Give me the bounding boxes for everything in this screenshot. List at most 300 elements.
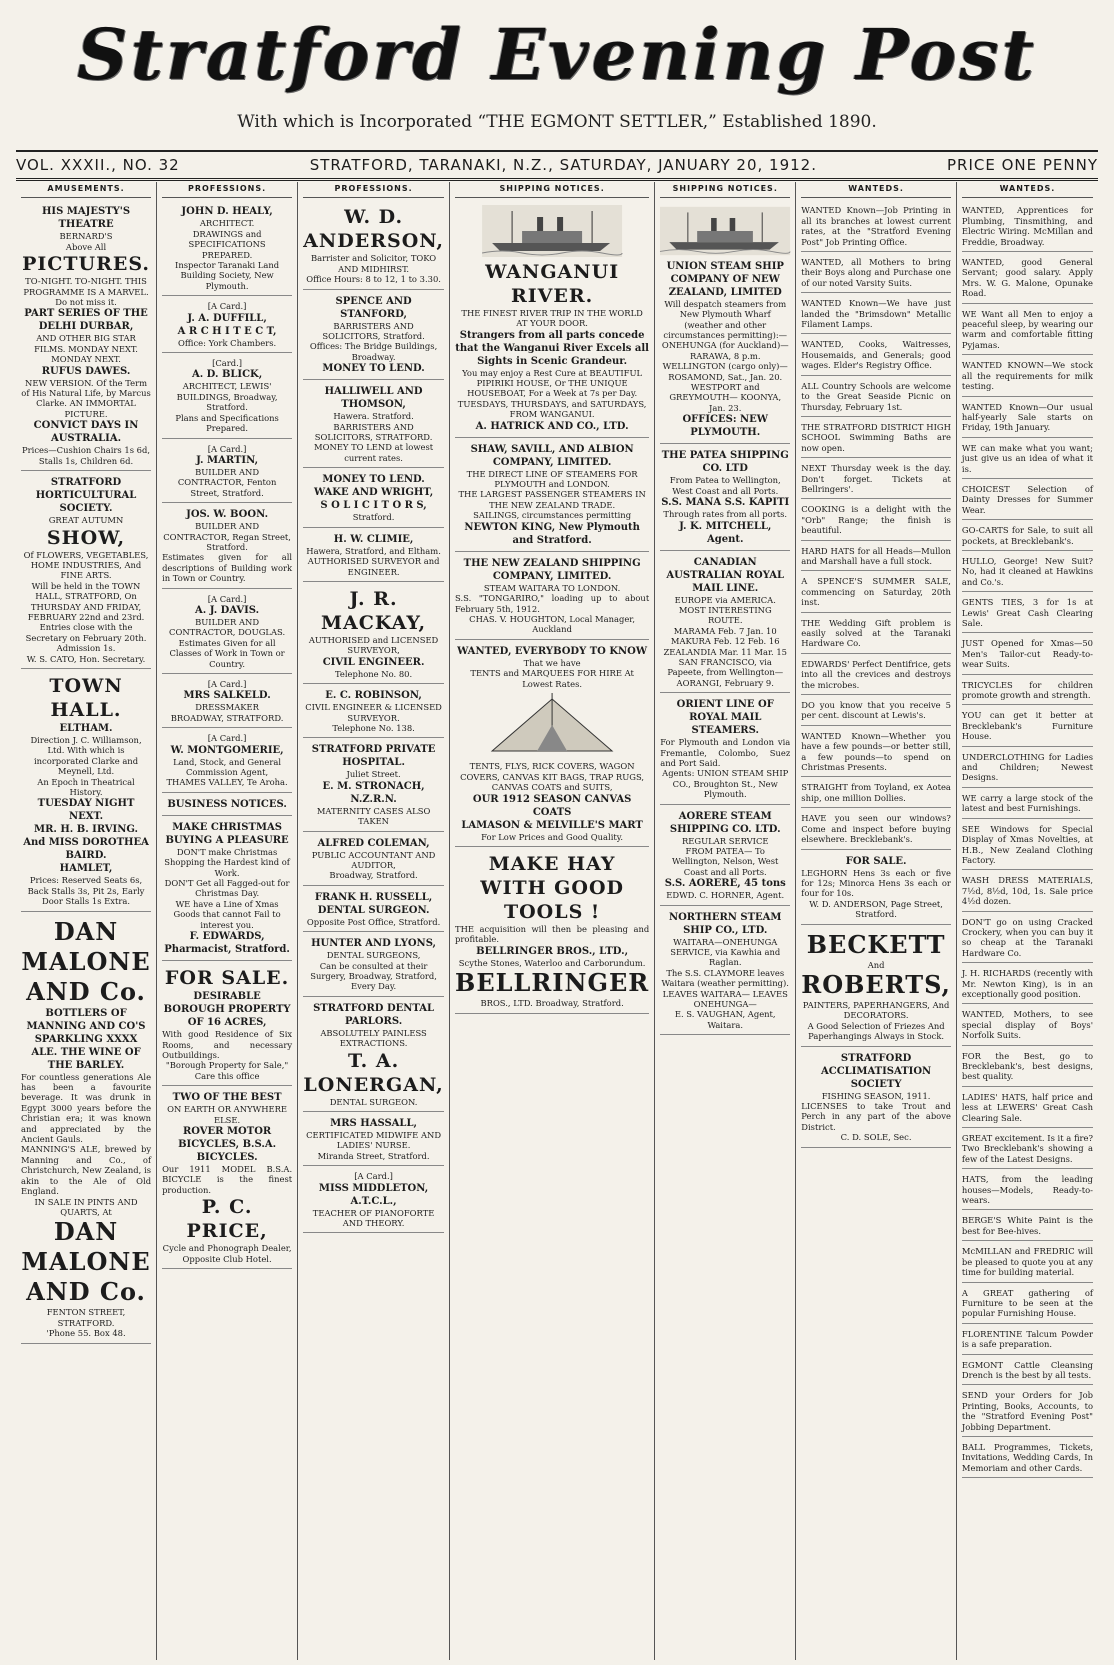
ad-line: EDWD. C. HORNER, Agent. xyxy=(666,890,785,901)
ad-line: S O L I C I T O R S, xyxy=(320,500,427,512)
ad-line: T. A. LONERGAN, xyxy=(303,1049,444,1096)
ad-line: HATS, from the leading houses—Models, Ready-to-wears. xyxy=(961,1174,1093,1206)
ad-line: ROBERTS, xyxy=(801,969,951,999)
advertisement xyxy=(162,298,292,353)
ad-line: DRESSMAKER xyxy=(195,702,259,713)
advertisement xyxy=(801,295,951,334)
ad-line: Scythe Stones, Waterloo and Carborundum. xyxy=(458,957,646,968)
column-heading: AMUSEMENTS. xyxy=(21,184,151,198)
advertisement xyxy=(162,676,292,728)
ad-line: ORIENT LINE OF ROYAL MAIL STEAMERS. xyxy=(676,699,774,737)
ad-line: W. D. ANDERSON, Page Street, Stratford. xyxy=(809,898,943,920)
ad-line: Above All xyxy=(65,241,107,252)
advertisement xyxy=(162,795,292,816)
ad-line: HULLO, George! New Suit? No, had it cleaned at Hawkins and Co.'s. xyxy=(961,555,1093,587)
ad-line: FENTON STREET, STRATFORD. xyxy=(46,1307,126,1328)
ad-line: THE LARGEST PASSENGER STEAMERS IN THE NEW ZEALAND TRADE. xyxy=(458,489,646,510)
advertisement xyxy=(21,473,151,669)
ad-line: From Patea to Wellington, West Coast and all Ports. xyxy=(669,475,781,496)
ad-line: MONEY TO LEND. xyxy=(322,363,425,375)
advertisement xyxy=(962,1357,1093,1386)
ad-line: [A Card.] xyxy=(207,679,247,689)
advertisement xyxy=(801,810,951,849)
ad-line: STRATFORD DENTAL PARLORS. xyxy=(313,1002,435,1027)
ad-line: TENTS, FLYS, RICK COVERS, WAGON COVERS, CANVAS KIT BAGS, TRAP RUGS, CANVAS COATS and SUITS, xyxy=(460,761,645,793)
ad-line: MARAMA Feb. 7 Jan. 10 MAKURA Feb. 12 Feb. 16 ZEALANDIA Mar. 11 Mar. 15 xyxy=(663,625,788,657)
ad-line: UNION STEAM SHIP COMPANY OF NEW ZEALAND, LIMITED xyxy=(666,260,784,298)
ad-line: WAITARA—ONEHUNGA SERVICE, via Kawhia and Raglan. xyxy=(670,936,781,968)
ad-line: PUBLIC ACCOUNTANT AND AUDITOR, xyxy=(311,849,436,870)
ad-line: GENTS TIES, 3 for 1s at Lewis' Great Cash Clearing Sale. xyxy=(961,597,1093,628)
ad-line: Stratford. xyxy=(352,512,395,523)
advertisement xyxy=(303,584,444,684)
column-4 xyxy=(450,182,655,1660)
ad-line: WE carry a large stock of the latest and best Furnishings. xyxy=(961,792,1093,814)
ad-line: ARCHITECT. xyxy=(199,218,255,229)
ad-line: Cycle and Phonograph Dealer, Opposite Club Hotel. xyxy=(162,1243,292,1264)
ad-line: S.S. MANA S.S. KAPITI xyxy=(661,497,790,509)
advertisement xyxy=(801,615,951,654)
advertisement xyxy=(303,686,444,738)
ad-line: Through rates from all ports. xyxy=(663,509,788,520)
ad-line: J. MARTIN, xyxy=(196,454,259,466)
ad-line: YOU can get it better at Brecklebank's Furniture House. xyxy=(961,710,1093,742)
ad-line: A Good Selection of Friezes And Paperhangings Always in Stock. xyxy=(807,1020,945,1042)
advertisement xyxy=(303,292,444,381)
ad-line: A R C H I T E C T, xyxy=(177,325,277,337)
column-heading: SHIPPING NOTICES. xyxy=(660,184,790,198)
ad-line: AORERE STEAM SHIPPING CO. LTD. xyxy=(669,810,781,835)
ad-line: THE DIRECT LINE OF STEAMERS FOR PLYMOUTH and LONDON. xyxy=(466,468,638,490)
ad-line: Entries close with the Secretary on February 20th. Admission 1s. xyxy=(25,622,147,654)
advertisement xyxy=(962,1326,1093,1355)
advertisement xyxy=(303,740,444,831)
column-7 xyxy=(957,182,1098,1660)
advertisement xyxy=(962,914,1093,964)
ad-line: 'Phone 55. Box 48. xyxy=(46,1328,126,1339)
ad-line: MANNING'S ALE, brewed by Manning and Co., of Christchurch, New Zealand, is akin to the Ale of Old England. xyxy=(21,1144,152,1197)
ad-line: FLORENTINE Talcum Powder is a safe preparation. xyxy=(961,1328,1093,1350)
ad-line: THE acquisition will then be pleasing and profitable. xyxy=(455,923,650,945)
ad-line: MAKE CHRISTMAS BUYING A PLEASURE xyxy=(165,821,289,846)
advertisement xyxy=(962,1285,1093,1324)
advertisement xyxy=(21,202,151,471)
ad-line: WELLINGTON (cargo only)— ROSAMOND, Sat., Jan. 20. xyxy=(662,361,788,382)
ad-line: WANTED KNOWN—We stock all the requirements for milk testing. xyxy=(961,360,1093,392)
ad-line: BUILDER AND CONTRACTOR, Regan Street, Stratford. xyxy=(163,521,291,552)
advertisement xyxy=(801,779,951,808)
ad-line: WANTED, Apprentices for Plumbing, Tinsmithing, and Electric Wiring. McMillan and Freddie, Broadway. xyxy=(961,205,1093,247)
ad-line: CONVICT DAYS IN AUSTRALIA. xyxy=(33,420,139,445)
ad-line: NEW VERSION. Of the Term of His Natural Life, by Marcus Clarke. AN IMMORTAL PICTURE. xyxy=(21,377,151,419)
ad-line: WANTED, good General Servant; good salary. Apply Mrs. W. G. Malone, Opunake Road. xyxy=(961,257,1093,299)
ad-line: WANTED Known—Whether you have a few pounds—or better still, a few pounds—to spend on Christmas Presents. xyxy=(801,730,951,773)
advertisement xyxy=(660,553,790,694)
ad-line: DESIRABLE BOROUGH PROPERTY OF 16 ACRES, xyxy=(163,991,291,1029)
ad-line: BELLRINGER BROS., LTD., xyxy=(476,945,629,957)
ad-line: HIS MAJESTY'S THEATRE xyxy=(41,206,131,231)
ad-line: WANTED, all Mothers to bring their Boys along and Purchase one of our noted Varsity Suits. xyxy=(801,257,951,288)
advertisement xyxy=(801,336,951,375)
ad-line: Broadway, Stratford. xyxy=(329,870,418,881)
ad-line: W. S. CATO, Hon. Secretary. xyxy=(26,653,146,664)
advertisement xyxy=(962,594,1093,633)
ad-line: PAINTERS, PAPERHANGERS, And DECORATORS. xyxy=(802,999,950,1021)
advertisement xyxy=(162,591,292,674)
ad-line: MONEY TO LEND at lowest current rates. xyxy=(314,442,434,463)
ad-line: For countless generations Ale has been a favourite beverage. It was drunk in Egypt 3000 years before the Christian era; it was known and appreciated by the Ancient Gauls. xyxy=(21,1071,152,1145)
ad-line: UNDERCLOTHING for Ladies and Children; Newest Designs. xyxy=(961,751,1093,783)
advertisement xyxy=(962,254,1093,304)
advertisement xyxy=(962,1387,1093,1437)
ad-line: [A Card.] xyxy=(207,593,247,604)
advertisement xyxy=(962,677,1093,706)
ad-line: MALONE xyxy=(21,946,151,976)
ad-line: GREAT AUTUMN xyxy=(48,515,124,526)
advertisement xyxy=(801,852,951,925)
ad-line: SEE Windows for Special Display of Xmas Novelties, at H.B., New Zealand Clothing Factory. xyxy=(961,823,1093,865)
newspaper-title: Stratford Evening Post xyxy=(77,13,1037,96)
column-heading: WANTEDS. xyxy=(801,184,951,198)
ad-line: Telephone No. 138. xyxy=(332,722,415,733)
ad-line: WANTED Known—Job Printing in all its branches at lowest current rates, at the "Stratford Evening Post" Job Printing Office. xyxy=(801,205,951,247)
ad-line: E. S. VAUGHAN, Agent, Waitara. xyxy=(674,1009,776,1030)
ad-line: Hawera, Stratford, and Eltham. xyxy=(306,545,441,556)
ad-line: LEAVES WAITARA— LEAVES ONEHUNGA— xyxy=(662,988,788,1010)
steamship-illustration xyxy=(660,205,790,257)
ad-line: Estimates given for all descriptions of Building work in Town or Country. xyxy=(162,552,293,584)
dateline-bar xyxy=(16,150,1098,181)
ad-line: COOKING is a delight with the "Orb" Range; the finish is beautiful. xyxy=(801,504,951,536)
advertisement xyxy=(303,382,444,468)
advertisement xyxy=(455,554,649,640)
ad-line: SAN FRANCISCO, via Papeete, from Wellington— AORANGI, February 9. xyxy=(667,656,784,688)
column-heading: PROFESSIONS. xyxy=(303,184,444,198)
advertisement xyxy=(21,671,151,912)
advertisement xyxy=(962,399,1093,438)
ad-line: E. C. ROBINSON, xyxy=(325,690,422,702)
ad-line: CIVIL ENGINEER & LICENSED SURVEYOR. xyxy=(305,702,442,723)
ad-line: ALFRED COLEMAN, xyxy=(317,837,430,849)
advertisement xyxy=(962,1171,1093,1210)
ad-line: TUESDAYS, THURSDAYS, and SATURDAYS, FROM WANGANUI. xyxy=(457,398,647,420)
ad-line: Office: York Chambers. xyxy=(177,337,277,348)
ad-line: ELTHAM. xyxy=(59,722,113,734)
ad-line: HAVE you seen our windows? Come and inspect before buying elsewhere. Brecklebank's. xyxy=(801,813,951,845)
ad-line: DON'T make Christmas Shopping the Hardest kind of Work. xyxy=(164,846,290,878)
advertisement xyxy=(162,730,292,793)
ad-line: LEGHORN Hens 3s each or five for 12s; Minorca Hens 3s each or four for 10s. xyxy=(801,867,951,899)
advertisement xyxy=(162,202,292,296)
advertisement xyxy=(801,419,951,458)
ad-line: Will be held in the TOWN HALL, STRATFORD, On THURSDAY AND FRIDAY, FEBRUARY 22nd and 23rd. xyxy=(27,580,145,622)
ad-line: NEXT Thursday week is the day. Don't forget. Tickets at Bellringers'. xyxy=(801,463,951,494)
advertisement xyxy=(801,573,951,612)
ad-line: Direction J. C. Williamson, Ltd. With which is incorporated Clarke and Meynell, Ltd. xyxy=(30,734,142,777)
advertisement xyxy=(962,1130,1093,1169)
advertisement xyxy=(303,888,444,932)
ad-line: MRS SALKELD. xyxy=(183,690,271,702)
ad-line: BALL Programmes, Tickets, Invitations, Wedding Cards, In Memoriam and other Cards. xyxy=(961,1441,1093,1473)
column-2 xyxy=(157,182,298,1660)
ad-line: OFFICES: NEW PLYMOUTH. xyxy=(682,414,769,439)
ad-line: Opposite Post Office, Stratford. xyxy=(306,916,441,927)
ad-line: Office Hours: 8 to 12, 1 to 3.30. xyxy=(306,274,441,285)
advertisement xyxy=(962,357,1093,396)
ad-line: Land, Stock, and General Commission Agent, xyxy=(173,756,282,778)
ad-line: A. J. DAVIS. xyxy=(195,604,260,616)
ad-line: A. D. BLICK, xyxy=(191,369,263,381)
advertisement xyxy=(801,1049,951,1148)
advertisement xyxy=(962,749,1093,788)
ad-line: STRATFORD HORTICULTURAL SOCIETY. xyxy=(35,477,137,515)
ad-line: Inspector Taranaki Land Building Society, New Plymouth. xyxy=(175,260,280,291)
advertisement xyxy=(455,642,649,847)
ad-line: AND OTHER BIG STAR FILMS. MONDAY NEXT. MONDAY NEXT. xyxy=(34,333,138,365)
ad-line: THE STRATFORD DISTRICT HIGH SCHOOL Swimming Baths are now open. xyxy=(801,421,951,453)
ad-line: MR. H. B. IRVING. xyxy=(34,824,139,836)
ad-line: THE FINEST RIVER TRIP IN THE WORLD AT YOUR DOOR. xyxy=(461,307,643,329)
ad-line: "Borough Property for Sale," Care this office xyxy=(165,1060,289,1081)
ad-line: W. D. ANDERSON, xyxy=(303,206,445,253)
masthead xyxy=(0,0,1114,148)
advertisement xyxy=(660,446,790,550)
advertisement xyxy=(962,481,1093,520)
ad-line: DENTAL SURGEONS, xyxy=(326,950,421,961)
advertisement xyxy=(962,1006,1093,1045)
ad-line: Offices: The Bridge Buildings, Broadway. xyxy=(309,341,438,362)
advertisement xyxy=(962,872,1093,911)
ad-line: ARCHITECT, LEWIS' BUILDINGS, Broadway, Stratford. xyxy=(176,381,278,413)
ad-line: SEND your Orders for Job Printing, Books, Accounts, to the "Stratford Evening Post" Jobbing Department. xyxy=(961,1390,1093,1432)
column-5 xyxy=(655,182,796,1660)
ad-line: DO you know that you receive 5 per cent. discount at Lewis's. xyxy=(801,700,951,721)
ad-line: STRAIGHT from Toyland, ex Aotea ship, one million Dollies. xyxy=(801,782,951,803)
ad-line: BERGE'S White Paint is the best for Bee-hives. xyxy=(961,1215,1093,1236)
advertisement xyxy=(303,1168,444,1233)
ad-line: REGULAR SERVICE xyxy=(681,835,769,846)
ad-line: AND Co. xyxy=(26,1277,146,1307)
ad-line: ROVER MOTOR BICYCLES, B.S.A. BICYCLES. xyxy=(178,1125,277,1163)
advertisement xyxy=(801,927,951,1047)
advertisement xyxy=(962,1243,1093,1282)
advertisement xyxy=(801,202,951,252)
ad-line: OUR 1912 SEASON CANVAS COATS xyxy=(472,793,632,818)
ad-line: E. M. STRONACH, N.Z.R.N. xyxy=(322,780,425,805)
steamship-illustration xyxy=(455,205,649,257)
advertisement xyxy=(801,728,951,778)
ad-line: MONEY TO LEND. xyxy=(322,474,425,486)
ad-line: DAN xyxy=(53,916,119,946)
advertisement xyxy=(303,999,444,1112)
ad-line: WANGANUI RIVER. xyxy=(485,260,620,307)
ad-line: THE PATEA SHIPPING CO. LTD xyxy=(661,450,789,475)
ad-line: Hawera. Stratford. xyxy=(333,411,414,422)
ad-line: Prices: Reserved Seats 6s, Back Stalls 3s, Pit 2s, Early Door Stalls 1s Extra. xyxy=(27,875,145,907)
ad-line: Our 1911 MODEL B.S.A. BICYCLE is the finest production. xyxy=(162,1163,293,1195)
advertisement xyxy=(801,543,951,572)
column-1 xyxy=(16,182,157,1660)
ad-line: A. HATRICK AND CO., LTD. xyxy=(475,420,629,432)
ad-line: LAMASON & MELVILLE'S MART xyxy=(461,819,643,831)
ad-line: ON EARTH OR ANYWHERE ELSE. xyxy=(167,1104,288,1125)
ad-line: TUESDAY NIGHT NEXT. xyxy=(37,798,135,823)
ad-line: DON'T go on using Cracked Crockery, when you can buy it so cheap at the Taranaki Hardware Co. xyxy=(961,916,1093,958)
ad-line: Of FLOWERS, VEGETABLES, HOME INDUSTRIES, And FINE ARTS. xyxy=(23,549,149,581)
advertisement xyxy=(660,695,790,804)
ad-line: FOR SALE. xyxy=(164,967,290,990)
ad-line: ALL Country Schools are welcome to the Great Seaside Picnic on Thursday, February 1st. xyxy=(801,380,951,412)
advertisement xyxy=(162,963,292,1086)
advertisement xyxy=(962,440,1093,479)
ad-line: DRAWINGS and SPECIFICATIONS PREPARED. xyxy=(188,228,266,260)
ad-line: TWO OF THE BEST xyxy=(172,1092,282,1104)
ad-line: Strangers from all parts concede that the Wanganui River Excels all Sights in Scenic Grandeur. xyxy=(455,329,649,367)
ad-line: AUTHORISED and LICENSED SURVEYOR, xyxy=(308,634,439,656)
ad-line: [A Card.] xyxy=(207,301,247,312)
ad-line: THE NEW ZEALAND SHIPPING COMPANY, LIMITED. xyxy=(463,557,641,582)
advertisement xyxy=(962,553,1093,592)
ad-line: WE can make what you want; just give us an idea of what it is. xyxy=(961,442,1093,474)
ad-line: P. C. PRICE, xyxy=(186,1196,268,1243)
ad-line: WASH DRESS MATERIALS, 7½d, 8½d, 10d, 1s. Sale price 4½d dozen. xyxy=(961,875,1093,907)
ad-line: S.S. "TONGARIRO," loading up to about February 5th, 1912. xyxy=(455,593,650,614)
advertisement xyxy=(962,821,1093,871)
advertisement xyxy=(303,1114,444,1166)
advertisement xyxy=(303,834,444,886)
advertisement xyxy=(962,1048,1093,1087)
advertisement xyxy=(801,460,951,499)
ad-line: CIVIL ENGINEER. xyxy=(322,656,425,668)
advertisement xyxy=(962,707,1093,746)
ad-line: W. MONTGOMERIE, xyxy=(170,744,284,756)
ad-line: TO-NIGHT. TO-NIGHT. THIS PROGRAMME IS A MARVEL. Do not miss it. xyxy=(23,276,149,308)
ad-line: [A Card.] xyxy=(207,443,247,454)
column-heading: PROFESSIONS. xyxy=(162,184,292,198)
ad-line: A SPENCE'S SUMMER SALE, commencing on Saturday, 20th inst. xyxy=(801,576,951,608)
ad-line: PART SERIES OF THE DELHI DURBAR, xyxy=(24,308,148,333)
place-date: STRATFORD, TARANAKI, N.Z., SATURDAY, JANUARY 20, 1912. xyxy=(309,156,817,174)
price: PRICE ONE PENNY xyxy=(946,156,1098,174)
ad-line: Miranda Street, Stratford. xyxy=(317,1150,430,1161)
ad-line: GREAT excitement. Is it a fire? Two Brecklebank's showing a few of the Latest Designs. xyxy=(961,1133,1093,1164)
ad-line: JOS. W. BOON. xyxy=(186,509,269,521)
ad-line: NORTHERN STEAM SHIP CO., LTD. xyxy=(668,911,782,936)
column-3 xyxy=(298,182,450,1660)
ad-line: [A Card.] xyxy=(207,733,247,744)
ad-line: S.S. AORERE, 45 tons xyxy=(664,878,786,890)
advertisement xyxy=(801,378,951,417)
column-6 xyxy=(796,182,957,1660)
column-heading: SHIPPING NOTICES. xyxy=(455,184,649,198)
advertisement xyxy=(303,470,444,527)
ad-line: THE Wedding Gift problem is easily solved at the Taranaki Hardware Co. xyxy=(801,617,951,649)
ad-line: Estimates Given for all Classes of Work in Town or Country. xyxy=(169,637,285,669)
ad-line: JOHN D. HEALY, xyxy=(181,206,273,218)
ad-line: You may enjoy a Rest Cure at BEAUTIFUL PIPIRIKI HOUSE, Or THE UNIQUE HOUSEBOAT, For a Week at 7s per Day. xyxy=(462,367,643,399)
advertisement xyxy=(962,1212,1093,1241)
advertisement xyxy=(962,306,1093,356)
ad-line: McMILLAN and FREDRIC will be pleased to quote you at any time for building material. xyxy=(961,1246,1093,1278)
ad-line: DENTAL SURGEON. xyxy=(317,904,430,916)
ad-line: J. A. DUFFILL, xyxy=(187,312,267,324)
ad-line: The S.S. CLAYMORE leaves Waitara (weather permitting). xyxy=(661,967,789,989)
advertisement xyxy=(303,202,444,289)
ad-line: FROM PATEA— To Wellington, Nelson, West Coast and all Ports. xyxy=(672,846,779,877)
ad-line: Prices—Cushion Chairs 1s 6d, Stalls 1s, Children 6d. xyxy=(22,445,151,466)
ad-line: Will despatch steamers from New Plymouth Wharf (weather and other circumstances permitting):— xyxy=(663,298,788,341)
advertisement xyxy=(962,635,1093,674)
ad-line: AUTHORISED SURVEYOR and ENGINEER. xyxy=(307,556,440,577)
ad-line: EDWARDS' Perfect Dentifrice, gets into all the crevices and destroys the microbes. xyxy=(801,658,951,690)
volume-number: VOL. XXXII., NO. 32 xyxy=(16,156,180,174)
ad-line: Telephone No. 80. xyxy=(334,668,413,679)
ad-line: ONEHUNGA (for Auckland)— RARAWA, 8 p.m. xyxy=(661,340,789,361)
ad-line: [A Card.] xyxy=(354,1171,393,1182)
ad-line: LICENSES to take Trout and Perch in any part of the above District. xyxy=(801,1100,951,1132)
advertisement xyxy=(162,505,292,588)
ad-line: BUSINESS NOTICES. xyxy=(167,798,287,810)
ad-line: EUROPE via AMERICA. xyxy=(674,594,776,605)
advertisement xyxy=(660,807,790,906)
ad-line: MALONE xyxy=(21,1247,151,1277)
ad-line: CERTIFICATED MIDWIFE AND LADIES' NURSE. xyxy=(306,1130,442,1151)
ad-line: CHAS. V. HOUGHTON, Local Manager, Auckland xyxy=(469,613,636,635)
ad-line: WAKE AND WRIGHT, xyxy=(313,487,434,499)
ad-line: For Plymouth and London via Fremantle, Colombo, Suez and Port Said. xyxy=(660,737,791,768)
ad-line: MOST INTERESTING ROUTE. xyxy=(678,604,772,626)
ad-line: C. D. SOLE, Sec. xyxy=(840,1132,912,1143)
ad-line: ABSOLUTELY PAINLESS EXTRACTIONS. xyxy=(320,1027,427,1049)
ad-line: MISS MIDDLETON, A.T.C.L., xyxy=(318,1182,429,1207)
ad-line: F. EDWARDS, Pharmacist, Stratford. xyxy=(164,931,290,956)
ad-line: NEWTON KING, New Plymouth and Stratford. xyxy=(464,521,640,546)
ad-line: BROS., LTD. Broadway, Stratford. xyxy=(480,998,624,1009)
ad-line: For Low Prices and Good Quality. xyxy=(481,831,624,842)
ad-line: MRS HASSALL, xyxy=(330,1118,417,1130)
advertisement xyxy=(801,697,951,726)
advertisement xyxy=(162,355,292,438)
ad-line: WE Want all Men to enjoy a peaceful sleep, by wearing our warm and comfortable fitting Pyjamas. xyxy=(961,308,1093,350)
ad-line: WANTED, EVERYBODY TO KNOW xyxy=(457,645,648,657)
ad-line: That we have xyxy=(523,657,581,668)
ad-line: A GREAT gathering of Furniture to be seen at the popular Furnishing House. xyxy=(961,1287,1093,1319)
ad-line: AND Co. xyxy=(26,976,146,1006)
ad-line: BOTTLERS OF MANNING AND CO'S SPARKLING XXXX ALE. THE WINE OF THE BARLEY. xyxy=(26,1007,146,1071)
ad-line: WANTED, Mothers, to see special display of Boys' Norfolk Suits. xyxy=(961,1009,1093,1041)
ad-line: RUFUS DAWES. xyxy=(41,365,131,377)
advertisement xyxy=(660,908,790,1036)
advertisement xyxy=(455,440,649,552)
newspaper-subtitle: With which is Incorporated “THE EGMONT SETTLER,” Established 1890. xyxy=(237,112,877,132)
ad-line: TRICYCLES for children promote growth and strength. xyxy=(961,679,1093,701)
ad-line: TEACHER OF PIANOFORTE AND THEORY. xyxy=(312,1207,435,1229)
advertisement xyxy=(303,530,444,582)
advertisement xyxy=(21,914,151,1344)
ad-line: MAKE HAY WITH GOOD TOOLS ! xyxy=(480,852,624,923)
ad-line: SPENCE AND STANFORD, xyxy=(335,295,412,320)
ad-line: FOR the Best, go to Brecklebank's, best designs, best quality. xyxy=(961,1050,1093,1082)
ad-line: HAMLET, xyxy=(59,863,113,875)
ad-line: WESTPORT and GREYMOUTH— KOONYA, Jan. 23. xyxy=(669,382,782,413)
advertisement xyxy=(962,1439,1093,1478)
ad-line: CANADIAN AUSTRALIAN ROYAL MAIL LINE. xyxy=(666,556,785,594)
ad-line: BUILDER AND CONTRACTOR, DOUGLAS. xyxy=(169,616,286,638)
ad-line: And MISS DOROTHEA BAIRD. xyxy=(23,837,149,862)
ad-line: HUNTER AND LYONS, xyxy=(311,938,437,950)
advertisement xyxy=(660,202,790,444)
advertisement xyxy=(455,849,649,1014)
